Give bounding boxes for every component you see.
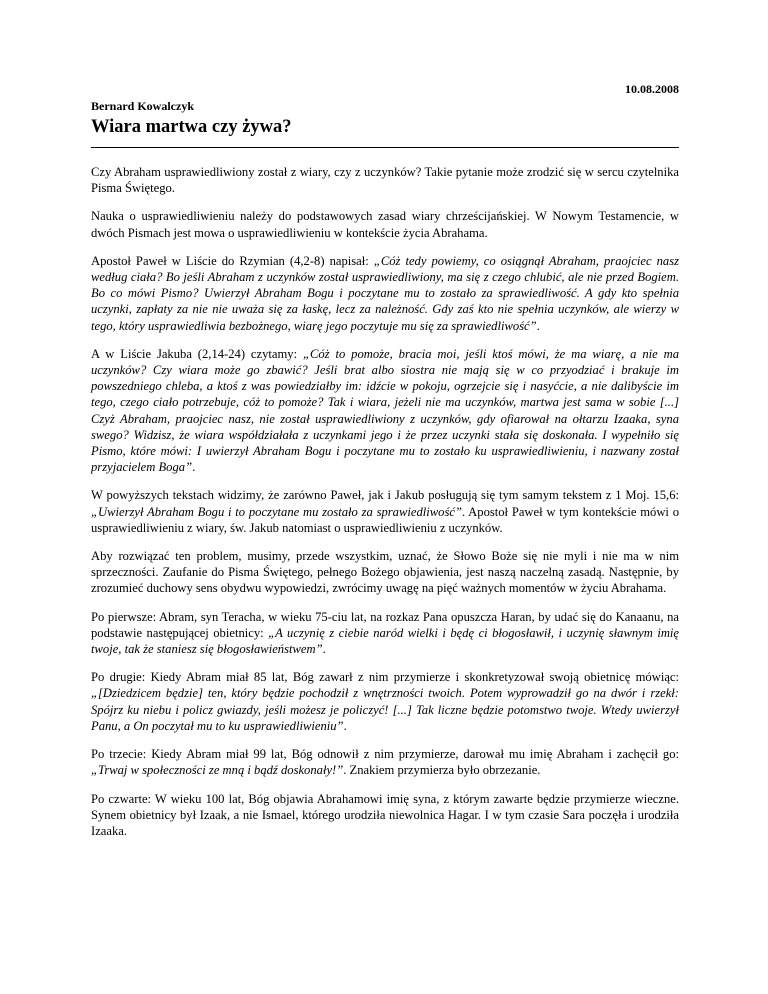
paragraph <box>91 548 679 597</box>
paragraph-text: Po drugie: Kiedy Abram miał 85 lat, Bóg zawarł z nim przymierze i skonkretyzował swoją obietnicę mówiąc: <box>91 670 679 685</box>
document-date: 10.08.2008 <box>625 82 679 96</box>
paragraph <box>91 164 679 196</box>
paragraph-text: . Znakiem przymierza było obrzezanie. <box>343 763 541 778</box>
document-title: Wiara martwa czy żywa? <box>91 117 292 137</box>
author-name: Bernard Kowalczyk <box>91 99 194 113</box>
paragraph-text: . <box>322 642 326 657</box>
paragraph <box>91 791 679 840</box>
quotation-text: „A uczynię z ciebie naród wielki i będę ci błogosławił, i uczynię sławnym imię twoje, tak że staniesz się błogosławieństwem” <box>91 625 680 657</box>
quotation-text: „Uwierzył Abraham Bogu i to poczytane mu zostało za sprawiedliwość” <box>91 504 462 519</box>
paragraph-text: . Apostoł Paweł w tym kontekście mówi o usprawiedliwieniu z wiary, św. Jakub natomiast o usprawiedliwieniu z uczynków. <box>91 504 679 535</box>
paragraph-text: . <box>343 718 347 733</box>
paragraph-text: Po pierwsze: Abram, syn Teracha, w wieku 75-ciu lat, na rozkaz Pana opuszcza Haran, by udać się do Kanaanu, na podstawie następującej obietnicy: <box>91 609 679 640</box>
title-divider <box>91 147 679 148</box>
paragraph <box>91 487 679 536</box>
paragraph <box>91 253 679 334</box>
quotation-text: „Trwaj w społeczności ze mną i bądź doskonały!” <box>91 763 344 778</box>
quotation-text: „Cóż to pomoże, bracia moi, jeśli ktoś mówi, że ma wiarę, a nie ma uczynków? Czy wiara może go zbawić? Jeśli brat albo siostra nie mają się w co przyodziać i brakuje im powszedniego chleba, a ktoś z was powiedziałby im: idźcie w pokoju, ogrzejcie się i nasyćcie, a nie dalibyście im tego, czego ciało potrzebuje, cóż to pomoże? Tak i wiara, jeżeli nie ma uczynków, martwa jest sama w sobie [...] Czyż Abraham, praojciec nasz, nie został usprawiedliwiony z uczynków, gdy ofiarował na ołtarzu Izaaka, syna swego? Widzisz, że wiara współdziałała z uczynkami jego i że przez uczynki stała się doskonała. I wypełniło się Pismo, które mówi: I uwierzył Abraham Bogu i poczytane mu to zostało ku usprawiedliwieniu, i nazwany został przyjacielem Boga” <box>91 346 679 475</box>
paragraph-text: Aby rozwiązać ten problem, musimy, przede wszystkim, uznać, że Słowo Boże się nie myli i nie ma w nim sprzeczności. Zaufanie do Pisma Świętego, pełnego Bożego objawienia, jest naszą naczelną zasadą. Następnie, by zrozumieć duchowy sens obydwu wypowiedzi, zwrócimy uwagę na pięć ważnych momentów w życiu Abrahama. <box>91 549 679 596</box>
paragraph <box>91 346 679 476</box>
paragraph-text: A w Liście Jakuba (2,14-24) czytamy: <box>91 346 303 361</box>
paragraph <box>91 609 679 658</box>
paragraph-text: . <box>536 318 540 333</box>
paragraph-text: . <box>192 460 196 475</box>
paragraph-text: Apostoł Paweł w Liście do Rzymian (4,2-8) napisał: <box>91 253 374 268</box>
paragraph <box>91 669 679 734</box>
paragraph <box>91 208 679 240</box>
paragraph-text: Nauka o usprawiedliwieniu należy do podstawowych zasad wiary chrześcijańskiej. W Nowym Testamencie, w dwóch Pismach jest mowa o usprawiedliwieniu w kontekście życia Abrahama. <box>91 209 679 240</box>
quotation-text: „Cóż tedy powiemy, co osiągnął Abraham, praojciec nasz według ciała? Bo jeśli Abraham z uczynków został usprawiedliwiony, ma się z czego chlubić, ale nie przed Bogiem. Bo co mówi Pismo? Uwierzył Abraham Bogu i poczytane mu to zostało za sprawiedliwość. A gdy kto spełnia uczynki, zapłaty za nie nie uważa się za łaskę, lecz za należność. Gdy zaś kto nie spełnia uczynków, ale wierzy w tego, który usprawiedliwia bezbożnego, wiarę jego poczytuje mu się za sprawiedliwość” <box>91 253 679 333</box>
paragraph-text: Po czwarte: W wieku 100 lat, Bóg objawia Abrahamowi imię syna, z którym zawarte będzie przymierze wieczne. Synem obietnicy był Izaak, a nie Ismael, którego urodziła niewolnica Hagar. I w tym czasie Sara poczęła i urodziła Izaaka. <box>91 791 679 838</box>
paragraph-text: Czy Abraham usprawiedliwiony został z wiary, czy z uczynków? Takie pytanie może zrodzić się w sercu czytelnika Pisma Świętego. <box>91 165 679 196</box>
paragraph-text: W powyższych tekstach widzimy, że zarówno Paweł, jak i Jakub posługują się tym samym tekstem z 1 Moj. 15,6: <box>91 488 679 503</box>
quotation-text: „[Dziedzicem będzie] ten, który będzie pochodził z wnętrzności twoich. Potem wyprowadził go na dwór i rzekł: Spójrz ku niebu i policz gwiazdy, jeśli możesz je policzyć! [...] Tak liczne będzie potomstwo twoje. Wtedy uwierzył Panu, a On poczytał mu to ku usprawiedliwieniu” <box>91 686 679 733</box>
paragraph <box>91 746 679 778</box>
document-body <box>91 164 679 851</box>
paragraph-text: Po trzecie: Kiedy Abram miał 99 lat, Bóg odnowił z nim przymierze, darował mu imię Abraham i zachęcił go: <box>91 747 679 762</box>
